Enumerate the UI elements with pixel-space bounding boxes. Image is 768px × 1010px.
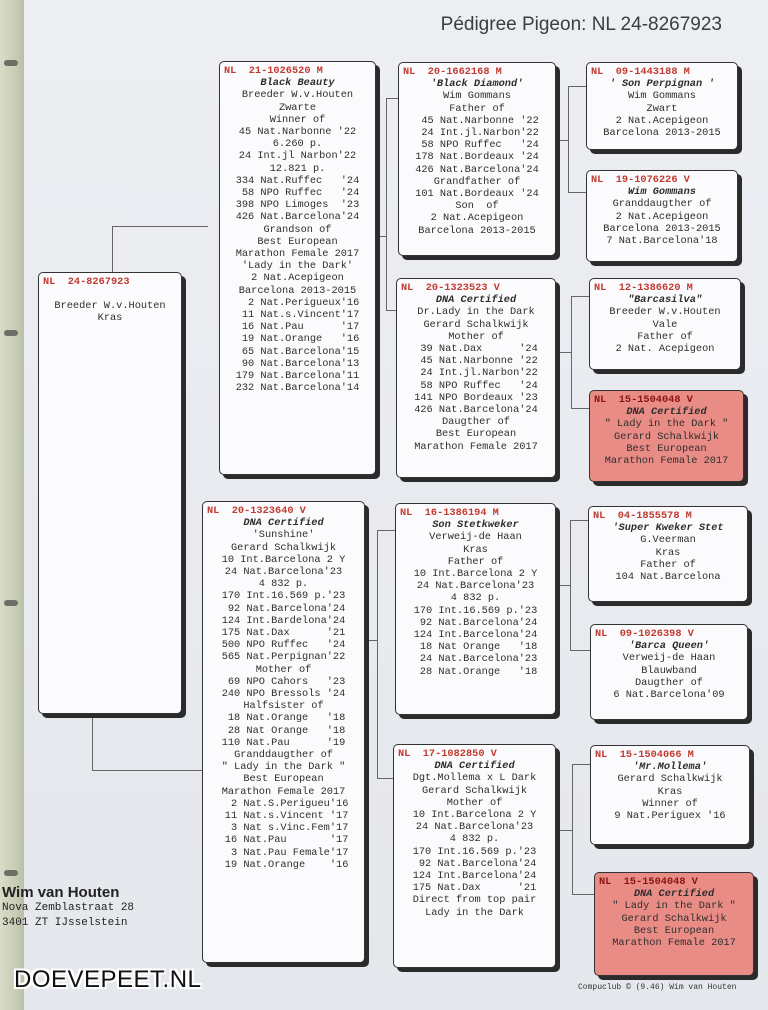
pedigree-line: 24 Nat.Barcelona'23 <box>224 566 343 579</box>
pedigree-line: 104 Nat.Barcelona <box>615 571 721 584</box>
connector-line <box>386 98 398 99</box>
software-credit: Compuclub © (9.46) Wim van Houten <box>578 983 737 992</box>
binder-ring <box>4 870 18 876</box>
binder-ring <box>4 330 18 336</box>
pedigree-line: " Lady in the Dark " <box>604 418 729 431</box>
pedigree-line: Wim Gommans <box>628 90 696 103</box>
pigeon-card-sire-dam <box>396 278 556 478</box>
pedigree-line: Zwart <box>646 102 678 115</box>
pedigree-line: 9 Nat.Periguex '16 <box>614 810 726 823</box>
pedigree-line: 10 Int.Barcelona 2 Y <box>412 809 537 822</box>
connector-line <box>376 236 386 237</box>
pedigree-line: Breeder W.v.Houten <box>241 89 354 102</box>
pedigree-line: " Lady in the Dark " <box>221 761 346 774</box>
binder-ring <box>4 600 18 606</box>
pedigree-line: Gerard Schalkwijk <box>230 541 337 554</box>
binder-ring <box>4 60 18 66</box>
pedigree-line: 3 Nat.Pau Female'17 <box>218 846 349 859</box>
pedigree-line: Granddaugther of <box>612 198 712 211</box>
pedigree-line: 45 Nat.Narbonne '22 <box>238 126 357 139</box>
connector-line <box>570 520 571 650</box>
pedigree-line: Kras <box>463 543 488 556</box>
pedigree-line: Barcelona 2013-2015 <box>603 222 721 235</box>
pedigree-line: Mother of <box>255 663 312 676</box>
pedigree-line: Gerard Schalkwijk <box>421 784 528 797</box>
pigeon-name: 'Super Kweker Stet <box>612 522 724 535</box>
pedigree-line: " Lady in the Dark " <box>612 900 736 913</box>
connector-line <box>571 296 572 408</box>
connector-line <box>377 530 378 778</box>
pedigree-line: 65 Nat.Barcelona'15 <box>235 345 360 358</box>
pedigree-line: 4 832 p. <box>258 578 309 591</box>
pedigree-line: 58 NPO Ruffec '24 <box>415 139 539 152</box>
connector-line <box>572 764 573 894</box>
pigeon-name: 'Barca Queen' <box>628 640 710 653</box>
ring-number: NL 24-8267923 <box>43 276 130 288</box>
pigeon-name: "Barcasilva" <box>627 294 703 307</box>
pedigree-line: Best European <box>435 428 517 441</box>
pedigree-line: Gerard Schalkwijk <box>423 318 529 331</box>
pigeon-name: Wim Gommans <box>628 186 696 199</box>
connector-line <box>112 226 208 227</box>
pigeon-card-sss <box>586 62 738 150</box>
pedigree-line: 'Sunshine' <box>252 529 315 542</box>
pedigree-line: G.Veerman <box>640 534 696 547</box>
pedigree-line: 45 Nat.Narbonne '22 <box>415 114 539 127</box>
ring-number: NL 09-1443188 M <box>591 66 690 78</box>
pedigree-line: 2 Nat.Acepigeon <box>251 272 344 285</box>
pedigree-line: 500 NPO Ruffec '24 <box>221 639 346 652</box>
pedigree-line: Barcelona 2013-2015 <box>238 284 357 297</box>
pedigree-line: 426 Nat.Barcelona'24 <box>415 163 539 176</box>
connector-line <box>386 98 387 310</box>
pedigree-line: 4 832 p. <box>450 592 501 605</box>
pigeon-name: Son Stetkweker <box>432 519 519 532</box>
pedigree-line: Mother of <box>448 330 504 343</box>
pedigree-line: Dr.Lady in the Dark <box>417 306 535 319</box>
pedigree-line: 16 Nat.Pau '17 <box>218 834 349 847</box>
pedigree-line: 90 Nat.Barcelona'13 <box>235 357 360 370</box>
pedigree-line: 12.821 p. <box>269 162 326 175</box>
pedigree-line: 24 Nat.Barcelona'23 <box>413 653 538 666</box>
pedigree-line: Father of <box>447 555 504 568</box>
pedigree-line: 69 NPO Cahors '23 <box>221 675 346 688</box>
pedigree-line: 141 NPO Bordeaux '23 <box>414 391 538 404</box>
pedigree-line: 7 Nat.Barcelona'18 <box>606 235 718 248</box>
pedigree-line: 'Lady in the Dark' <box>241 260 354 273</box>
pigeon-name: 'Mr.Mollema' <box>632 761 708 774</box>
pigeon-name: DNA Certified <box>243 517 324 530</box>
pedigree-line: Winner of <box>642 797 698 810</box>
pedigree-line: 110 Nat.Pau '19 <box>221 736 346 749</box>
pedigree-line: Wim Gommans <box>443 90 511 103</box>
connector-line <box>571 408 589 409</box>
pedigree-line: 24 Nat.Barcelona'23 <box>415 821 534 834</box>
pedigree-line: Direct from top pair <box>412 894 537 907</box>
pedigree-line: Marathon Female 2017 <box>604 455 729 468</box>
pedigree-line: Best European <box>243 773 324 786</box>
ring-number: NL 09-1026398 V <box>595 628 694 640</box>
owner-address-street: Nova Zemblastraat 28 <box>2 902 135 914</box>
pigeon-name: DNA Certified <box>434 760 515 773</box>
pedigree-line: Kras <box>97 312 123 325</box>
connector-line <box>377 778 393 779</box>
ring-number: NL 17-1082850 V <box>398 748 497 760</box>
pedigree-line: Gerard Schalkwijk <box>613 430 720 443</box>
connector-line <box>568 86 569 192</box>
pedigree-line: Barcelona 2013-2015 <box>603 127 721 140</box>
pedigree-line: Daugther of <box>635 676 703 689</box>
connector-line <box>556 352 571 353</box>
pedigree-line: 101 Nat.Bordeaux '24 <box>415 188 539 201</box>
pigeon-card-dam-sire <box>395 503 556 715</box>
ring-number: NL 20-1323523 V <box>401 282 500 294</box>
pedigree-line: Grandson of <box>263 223 332 236</box>
ring-number: NL 21-1026520 M <box>224 65 323 77</box>
pedigree-line: 426 Nat.Barcelona'24 <box>235 211 360 224</box>
pedigree-line: 398 NPO Limoges '23 <box>235 199 360 212</box>
pedigree-line: 24 Int.jl.Narbon'22 <box>415 127 539 140</box>
connector-line <box>568 86 586 87</box>
pedigree-line: Marathon Female 2017 <box>221 785 346 798</box>
ring-number: NL 20-1323640 V <box>207 505 306 517</box>
ring-number: NL 16-1386194 M <box>400 507 499 519</box>
pedigree-line: 232 Nat.Barcelona'14 <box>235 382 360 395</box>
pedigree-line: Best European <box>626 442 707 455</box>
pedigree-line: 170 Int.16.569 p.'23 <box>413 604 538 617</box>
pedigree-line: 178 Nat.Bordeaux '24 <box>415 151 539 164</box>
ring-number: NL 12-1386620 M <box>594 282 693 294</box>
pedigree-line: Gerard Schalkwijk <box>621 912 727 925</box>
pedigree-line: 179 Nat.Barcelona'11 <box>235 370 360 383</box>
pedigree-line: Halfsister of <box>243 700 324 713</box>
pedigree-line: 565 Nat.Perpignan'22 <box>221 651 346 664</box>
pigeon-card-dss <box>588 506 748 602</box>
pedigree-line: Verweij-de Haan <box>622 652 716 665</box>
pedigree-line: 45 Nat.Narbonne '22 <box>414 355 538 368</box>
pigeon-card-sire <box>219 61 376 475</box>
pedigree-line: Barcelona 2013-2015 <box>418 224 536 237</box>
pedigree-line: 24 Nat.Barcelona'23 <box>416 580 535 593</box>
pedigree-line <box>43 288 177 300</box>
pigeon-card-subject <box>38 272 182 714</box>
connector-line <box>92 770 202 771</box>
pedigree-line: 10 Int.Barcelona 2 Y <box>221 553 346 566</box>
pedigree-line: 11 Nat.s.Vincent'17 <box>235 309 360 322</box>
connector-line <box>556 585 570 586</box>
pedigree-line: Winner of <box>269 113 326 126</box>
pedigree-line: 92 Nat.Barcelona'24 <box>412 857 537 870</box>
pedigree-line: 175 Nat.Dax '21 <box>221 627 346 640</box>
pigeon-card-sire-sire <box>398 62 556 256</box>
pedigree-title: Pédigree Pigeon: NL 24-8267923 <box>440 14 722 35</box>
connector-line <box>572 764 590 765</box>
pedigree-line: Marathon Female 2017 <box>612 937 736 950</box>
pigeon-name: DNA Certified <box>626 406 707 419</box>
pedigree-line: 2 Nat. Acepigeon <box>615 343 715 356</box>
pigeon-card-dam <box>202 501 365 963</box>
pedigree-line: 2 Nat.Perigueux'16 <box>235 296 360 309</box>
pigeon-name: ' Son Perpignan ' <box>609 78 715 91</box>
pedigree-line: 18 Nat.Orange '18 <box>221 712 346 725</box>
pedigree-line: Vale <box>652 318 678 331</box>
connector-line <box>571 296 589 297</box>
pedigree-line: Verweij-de Haan <box>429 531 522 544</box>
pedigree-line: 6.260 p. <box>272 138 323 151</box>
pedigree-line: 19 Nat.Orange '16 <box>218 858 349 871</box>
pedigree-line: 170 Int.16.569 p.'23 <box>412 845 537 858</box>
pedigree-line: 58 NPO Ruffec '24 <box>414 379 538 392</box>
connector-line <box>572 894 594 895</box>
pedigree-line: 11 Nat.s.Vincent '17 <box>218 810 349 823</box>
pedigree-line: Father of <box>637 330 693 343</box>
owner-block <box>2 884 134 931</box>
pedigree-line: 426 Nat.Barcelona'24 <box>414 404 538 417</box>
pedigree-line: Blauwband <box>641 664 697 677</box>
ring-number: NL 15-1504048 V <box>599 876 698 888</box>
pedigree-line: 240 NPO Bressols '24 <box>221 688 346 701</box>
pigeon-card-ddd <box>594 872 754 976</box>
pedigree-line: Zwarte <box>278 101 317 114</box>
connector-line <box>112 226 113 274</box>
pigeon-card-dam-dam <box>393 744 556 968</box>
pedigree-line: Dgt.Mollema x L Dark <box>412 772 537 785</box>
pedigree-line: 2 Nat.Acepigeon <box>615 210 709 223</box>
pedigree-line: Best European <box>257 235 338 248</box>
pedigree-line: 39 Nat.Dax '24 <box>414 343 538 356</box>
pigeon-card-dds <box>590 745 750 845</box>
pedigree-line: 16 Nat.Pau '17 <box>235 321 360 334</box>
binder-edge <box>0 0 26 1010</box>
connector-line <box>365 640 377 641</box>
pigeon-card-ssd <box>586 170 738 262</box>
owner-name: Wim van Houten <box>2 884 120 901</box>
pedigree-line: Granddaugther of <box>234 749 333 762</box>
pedigree-line: Gerard Schalkwijk <box>617 773 723 786</box>
pedigree-line: Breeder W.v.Houten <box>54 300 166 313</box>
connector-line <box>570 650 590 651</box>
pigeon-card-dsd <box>590 624 748 720</box>
pedigree-line: 24 Int.jl Narbon'22 <box>238 150 357 163</box>
pedigree-line: Breeder W.v.Houten <box>609 306 721 319</box>
pedigree-line: 2 Nat.S.Perigueu'16 <box>218 797 349 810</box>
pedigree-line: 4 832 p. <box>449 833 500 846</box>
connector-line <box>386 310 396 311</box>
pigeon-name: DNA Certified <box>633 888 715 901</box>
pedigree-line: 92 Nat.Barcelona'24 <box>413 616 538 629</box>
pedigree-line: 124 Int.Barcelona'24 <box>413 629 538 642</box>
pedigree-line: 124 Int.Bardelona'24 <box>221 614 346 627</box>
pedigree-line: Lady in the Dark <box>425 906 524 919</box>
pedigree-line: 10 Int.Barcelona 2 Y <box>413 568 538 581</box>
pedigree-line: 175 Nat.Dax '21 <box>412 882 537 895</box>
pedigree-line: Daugther of <box>442 416 510 429</box>
ring-number: NL 15-1504048 V <box>594 394 693 406</box>
pigeon-name: DNA Certified <box>435 294 517 307</box>
pigeon-name: 'Black Diamond' <box>430 78 524 91</box>
pedigree-line: 170 Int.16.569 p.'23 <box>221 590 346 603</box>
pedigree-line: 92 Nat.Barcelona'24 <box>221 602 346 615</box>
pedigree-line: Kras <box>655 546 681 559</box>
connector-line <box>92 714 93 770</box>
pedigree-line: Marathon Female 2017 <box>235 248 360 261</box>
pedigree-line: 2 Nat.Acepigeon <box>430 212 524 225</box>
connector-line <box>556 830 572 831</box>
pedigree-line: 3 Nat s.Vinc.Fem'17 <box>218 822 349 835</box>
pedigree-line: 58 NPO Ruffec '24 <box>235 187 360 200</box>
pigeon-name: Black Beauty <box>260 77 335 90</box>
pedigree-line: 18 Nat Orange '18 <box>413 641 538 654</box>
connector-line <box>377 530 395 531</box>
pedigree-line: 28 Nat Orange '18 <box>221 724 346 737</box>
pigeon-card-sds <box>589 278 741 370</box>
pedigree-line: 24 Int.jl.Narbon'22 <box>414 367 538 380</box>
connector-line <box>568 192 586 193</box>
connector-line <box>556 140 568 141</box>
pigeon-card-sdd <box>589 390 744 482</box>
pedigree-line: 124 Int.Barcelona'24 <box>412 870 537 883</box>
ring-number: NL 20-1662168 M <box>403 66 502 78</box>
ring-number: NL 19-1076226 V <box>591 174 690 186</box>
owner-address-city: 3401 ZT IJsselstein <box>2 917 128 929</box>
pedigree-line: Mother of <box>446 796 503 809</box>
pedigree-line: Grandfather of <box>433 175 521 188</box>
pedigree-line: 19 Nat.Orange '16 <box>235 333 360 346</box>
watermark-text: DOEVEPEET.NL <box>14 966 202 993</box>
pedigree-line: Marathon Female 2017 <box>414 440 538 453</box>
pedigree-line: 334 Nat.Ruffec '24 <box>235 174 360 187</box>
pedigree-line: Best European <box>633 924 715 937</box>
ring-number: NL 04-1855578 M <box>593 510 692 522</box>
ring-number: NL 15-1504066 M <box>595 749 694 761</box>
connector-line <box>570 520 588 521</box>
pedigree-line: Son of <box>455 200 499 213</box>
pedigree-line: Kras <box>657 785 683 798</box>
pedigree-line: 2 Nat.Acepigeon <box>615 114 709 127</box>
pedigree-line: Father of <box>640 558 696 571</box>
pedigree-line: 6 Nat.Barcelona'09 <box>613 689 725 702</box>
pedigree-line: Father of <box>449 102 505 115</box>
pedigree-line: 28 Nat.Orange '18 <box>413 665 538 678</box>
